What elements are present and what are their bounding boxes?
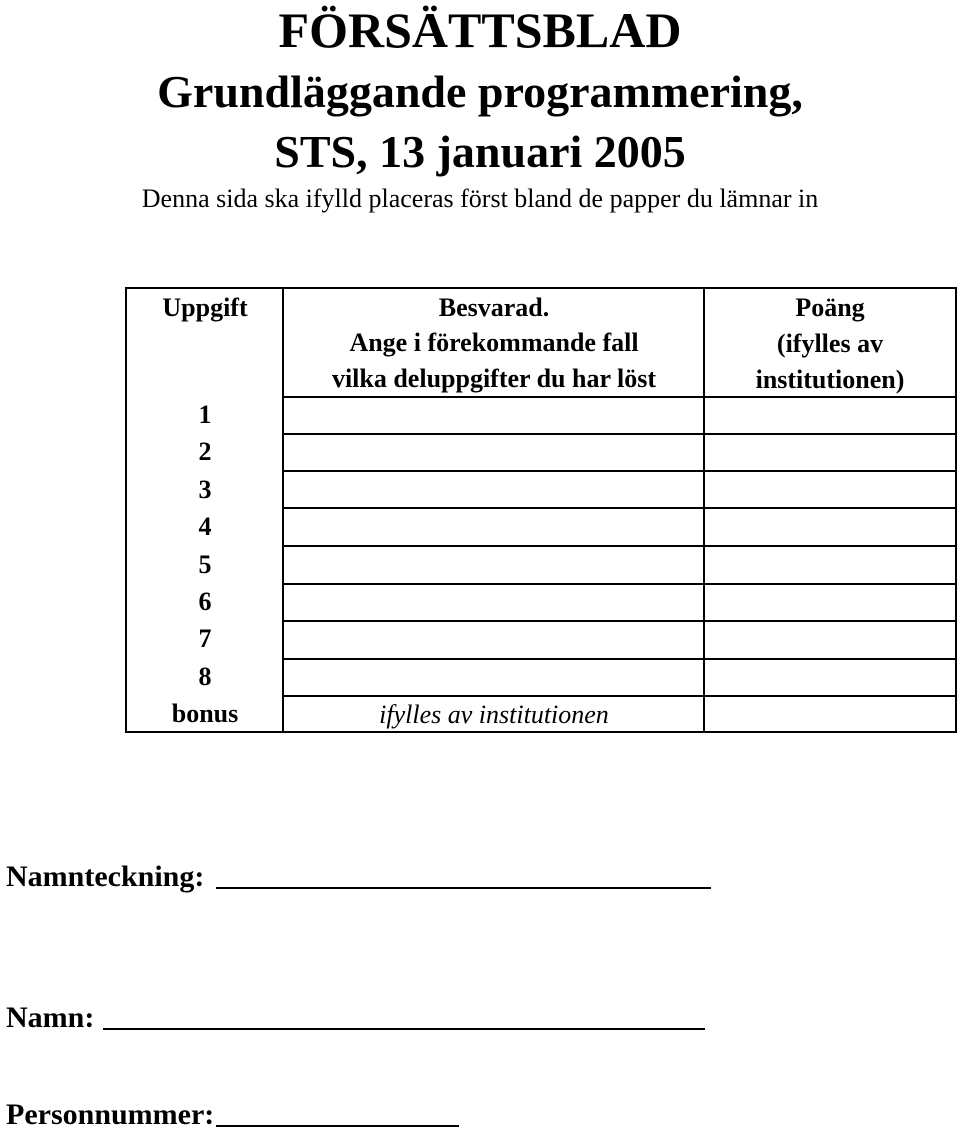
- column-header-task: Uppgift: [162, 293, 248, 322]
- column-header-answered-line3: vilka deluppgifter du har löst: [331, 364, 657, 393]
- column-header-answered-line2: Ange i förekommande fall: [349, 328, 639, 357]
- row-separator: [282, 433, 957, 435]
- instruction-text: Denna sida ska ifylld placeras först bland de papper du lämnar in: [141, 184, 819, 213]
- task-number: 5: [198, 550, 212, 579]
- task-number: 8: [198, 662, 212, 691]
- column-header-answered-line1: Besvarad.: [438, 293, 550, 322]
- name-field[interactable]: [103, 1028, 705, 1030]
- task-number-bonus: bonus: [171, 699, 239, 728]
- task-number: 3: [198, 475, 212, 504]
- course-name: Grundläggande programmering,: [157, 66, 803, 117]
- row-separator: [282, 583, 957, 585]
- row-separator: [282, 620, 957, 622]
- signature-label: Namnteckning:: [6, 860, 205, 893]
- task-number: 1: [198, 400, 212, 429]
- row-separator: [282, 545, 957, 547]
- bonus-note: ifylles av institutionen: [379, 700, 609, 729]
- row-separator: [282, 658, 957, 660]
- signature-field[interactable]: [216, 887, 711, 889]
- exam-info: STS, 13 januari 2005: [274, 126, 686, 177]
- column-header-points-line1: Poäng: [795, 293, 865, 322]
- row-separator: [282, 470, 957, 472]
- column-header-points-line3: institutionen): [755, 365, 905, 394]
- page-title: FÖRSÄTTSBLAD: [278, 2, 682, 58]
- task-number: 7: [198, 624, 212, 653]
- row-separator: [282, 507, 957, 509]
- table-border-top: [125, 287, 957, 289]
- personal-number-field[interactable]: [216, 1125, 459, 1127]
- name-label: Namn:: [6, 1001, 95, 1034]
- table-border-right: [955, 287, 957, 733]
- task-number: 6: [198, 587, 212, 616]
- task-number: 4: [198, 512, 212, 541]
- column-header-points-line2: (ifylles av: [776, 329, 884, 358]
- personal-number-label: Personnummer:: [6, 1098, 215, 1131]
- task-number: 2: [198, 437, 212, 466]
